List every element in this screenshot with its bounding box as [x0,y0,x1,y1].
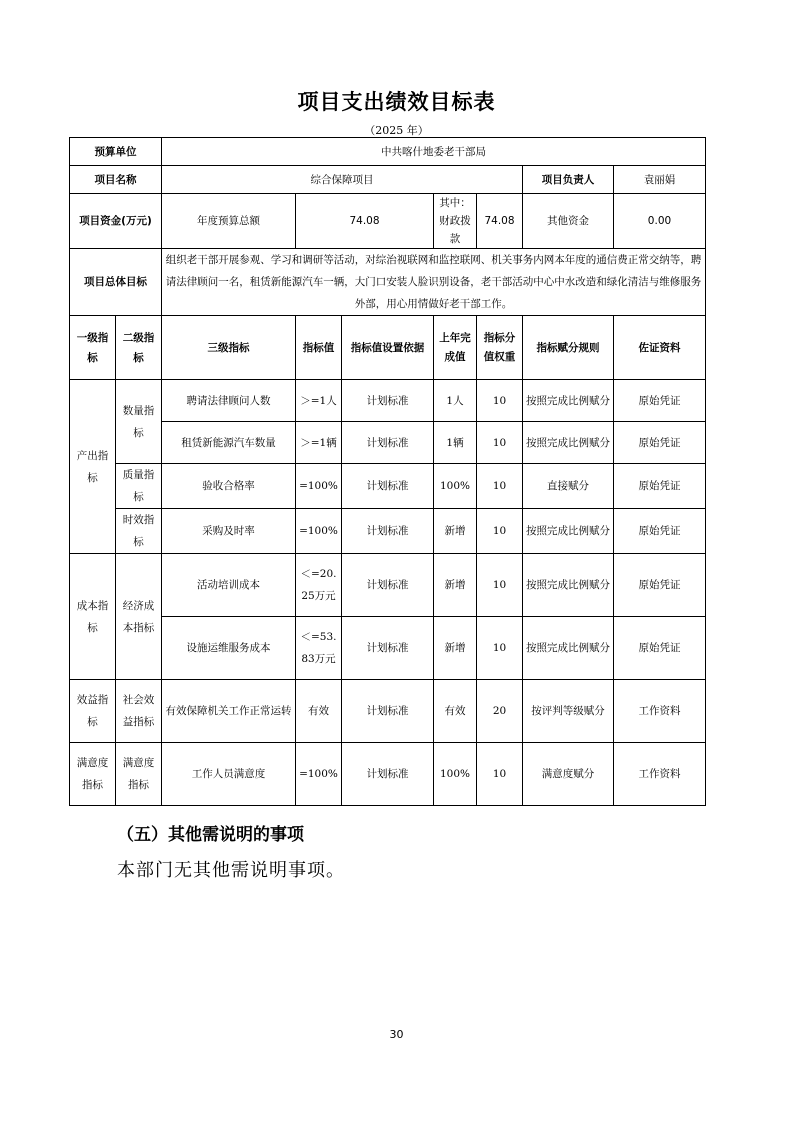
group-economic-cost: 经济成本指标 [116,554,162,680]
indicator-name: 采购及时率 [162,509,296,554]
indicator-last: 100% [434,743,477,806]
annual-total-value: 74.08 [296,194,434,249]
fiscal-label: 其中：财政拨款 [434,194,477,249]
section-heading: （五）其他需说明的事项 [117,825,304,845]
indicator-basis: 计划标准 [342,617,434,680]
indicator-name: 聘请法律顾问人数 [162,380,296,422]
indicator-name: 工作人员满意度 [162,743,296,806]
table-row [70,743,706,806]
indicator-evidence: 原始凭证 [614,380,706,422]
indicator-evidence: 工作资料 [614,680,706,743]
funds-label: 项目资金(万元) [70,194,162,249]
indicator-value: =100% [296,743,342,806]
indicator-weight: 10 [477,464,523,509]
indicator-value: =100% [296,509,342,554]
indicator-value: =100% [296,464,342,509]
indicator-weight: 10 [477,554,523,617]
header-evidence: 佐证资料 [614,316,706,380]
other-value: 0.00 [647,215,672,227]
budget-unit-value: 中共喀什地委老干部局 [162,138,706,166]
indicator-evidence: 原始凭证 [614,509,706,554]
indicator-rule: 按照完成比例赋分 [523,422,614,464]
indicator-name: 活动培训成本 [162,554,296,617]
group-quality: 质量指标 [116,464,162,509]
table-year: （2025 年） [364,124,429,137]
budget-unit-row [70,138,706,166]
project-name-row [70,166,706,194]
indicator-weight: 10 [477,422,523,464]
group-cost: 成本指标 [70,554,116,680]
indicator-rule: 按照完成比例赋分 [523,509,614,554]
indicator-last: 新增 [434,554,477,617]
indicator-value: 有效 [296,680,342,743]
project-name-value: 综合保障项目 [162,166,523,194]
header-l1: 一级指标 [70,316,116,380]
indicator-last: 1人 [434,380,477,422]
header-weight: 指标分值权重 [477,316,523,380]
goal-text: 组织老干部开展参观、学习和调研等活动，对综治视联网和监控联网、机关事务内网本年度的通信费正常交纳等，聘请法律顾问一名，租赁新能源汽车一辆，大门口安装人脸识别设备，老干部活动中心中水改造和绿化清洁与维修服务外部，用心用情做好老干部工作。 [162,249,706,316]
indicator-rule: 按照完成比例赋分 [523,380,614,422]
indicator-evidence: 原始凭证 [614,464,706,509]
indicator-basis: 计划标准 [342,380,434,422]
goal-label: 项目总体目标 [70,249,162,316]
overall-goal-row [70,249,706,316]
table-row [70,380,706,422]
fiscal-value: 74.08 [477,194,523,249]
budget-unit-label: 预算单位 [70,138,162,166]
section-text: 本部门无其他需说明事项。 [117,860,345,881]
header-row [70,316,706,380]
table-row [70,680,706,743]
annual-total-label: 年度预算总额 [162,194,296,249]
indicator-value: ＞=1人 [296,380,342,422]
indicator-rule: 按照完成比例赋分 [523,617,614,680]
indicator-evidence: 原始凭证 [614,617,706,680]
indicator-basis: 计划标准 [342,554,434,617]
table-row [70,509,706,554]
header-l2: 二级指标 [116,316,162,380]
indicator-value: ＜=20.25万元 [296,554,342,617]
indicator-name: 设施运维服务成本 [162,617,296,680]
indicator-last: 有效 [434,680,477,743]
indicator-rule: 按照完成比例赋分 [523,554,614,617]
table-row [70,554,706,617]
indicator-weight: 10 [477,509,523,554]
indicator-last: 1辆 [434,422,477,464]
indicator-evidence: 原始凭证 [614,554,706,617]
indicator-rule: 满意度赋分 [523,743,614,806]
indicator-value: ＞=1辆 [296,422,342,464]
table-row [70,422,706,464]
table-title: 项目支出绩效目标表 [297,89,496,114]
performance-goal-table [69,137,706,806]
group-output: 产出指标 [70,380,116,554]
header-l3: 三级指标 [162,316,296,380]
header-value: 指标值 [296,316,342,380]
header-rule: 指标赋分规则 [523,316,614,380]
indicator-weight: 10 [477,617,523,680]
indicator-last: 100% [434,464,477,509]
header-last-year: 上年完成值 [434,316,477,380]
indicator-basis: 计划标准 [342,464,434,509]
indicator-weight: 10 [477,743,523,806]
indicator-basis: 计划标准 [342,422,434,464]
header-basis: 指标值设置依据 [342,316,434,380]
indicator-name: 租赁新能源汽车数量 [162,422,296,464]
indicator-last: 新增 [434,617,477,680]
manager-value: 袁丽娟 [614,166,706,194]
group-satisfaction: 满意度指标 [70,743,116,806]
table-row [70,617,706,680]
indicator-evidence: 原始凭证 [614,422,706,464]
indicator-evidence: 工作资料 [614,743,706,806]
indicator-name: 验收合格率 [162,464,296,509]
indicator-basis: 计划标准 [342,743,434,806]
other-label: 其他资金 [523,194,614,249]
indicator-last: 新增 [434,509,477,554]
group-benefit: 效益指标 [70,680,116,743]
indicator-basis: 计划标准 [342,680,434,743]
other-funds [614,194,706,249]
page-number: 30 [389,1028,404,1041]
indicator-rule: 按评判等级赋分 [523,680,614,743]
group-satisfaction-sub: 满意度指标 [116,743,162,806]
group-quantity: 数量指标 [116,380,162,464]
project-name-label: 项目名称 [70,166,162,194]
indicator-rule: 直接赋分 [523,464,614,509]
manager-label: 项目负责人 [523,166,614,194]
project-funds-row [70,194,706,249]
indicator-weight: 10 [477,380,523,422]
group-social-benefit: 社会效益指标 [116,680,162,743]
indicator-name: 有效保障机关工作正常运转 [162,680,296,743]
group-timeliness: 时效指标 [116,509,162,554]
table-row [70,464,706,509]
indicator-value: ＜=53.83万元 [296,617,342,680]
indicator-basis: 计划标准 [342,509,434,554]
indicator-weight: 20 [477,680,523,743]
